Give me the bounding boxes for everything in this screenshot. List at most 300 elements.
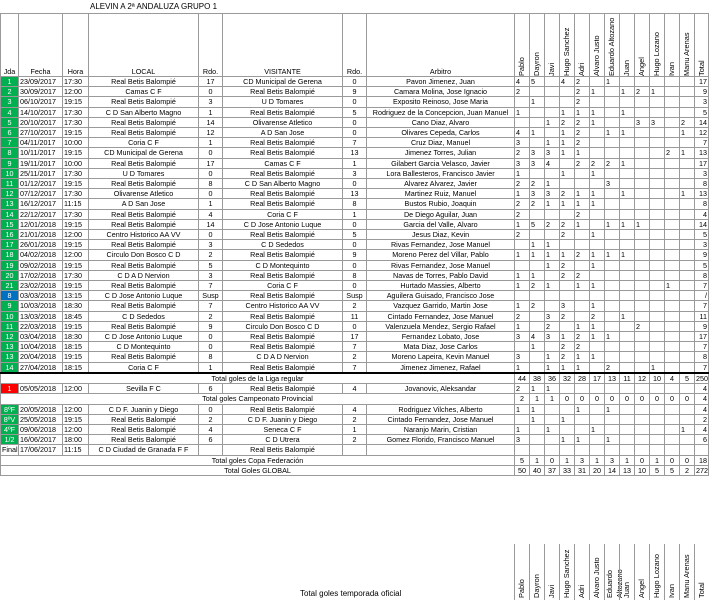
matchday-cell: 14	[1, 362, 19, 373]
player-goals-cell	[620, 342, 635, 352]
match-row	[1, 362, 709, 373]
player-goals-cell	[545, 435, 560, 445]
player-goals-cell	[650, 240, 665, 250]
away-score-cell: 4	[343, 384, 367, 394]
player-total-cell: 5	[680, 373, 695, 384]
footer-player: Alvaro Justo	[589, 544, 604, 600]
player-goals-cell: 1	[515, 189, 530, 199]
total-row	[1, 465, 709, 475]
player-total-cell: 1	[560, 455, 575, 465]
total-label: Total goles Copa Federación	[1, 455, 515, 465]
time-cell: 12:00	[63, 384, 89, 394]
player-goals-cell: 2	[560, 189, 575, 199]
referee-cell: Rivas Fernandez, Jose Manuel	[367, 240, 515, 250]
player-goals-cell	[605, 209, 620, 219]
time-cell: 19:15	[63, 352, 89, 362]
date-cell: 22/03/2018	[19, 321, 63, 331]
total-cell: 8	[695, 179, 709, 189]
player-total-cell: 28	[575, 373, 590, 384]
player-goals-cell: 1	[590, 332, 605, 342]
total-cell: 14	[695, 117, 709, 127]
player-total-cell: 33	[560, 465, 575, 475]
player-goals-cell: 3	[545, 189, 560, 199]
away-score-cell: 2	[343, 352, 367, 362]
away-team-cell: Real Betis Balompié	[223, 199, 343, 209]
match-row	[1, 179, 709, 189]
player-goals-cell	[665, 97, 680, 107]
total-label: Total goles Campeonato Provincial	[1, 394, 515, 404]
player-total-cell: 50	[515, 465, 530, 475]
total-cell	[695, 445, 709, 455]
referee-cell: Martinez Ruiz, Manuel	[367, 189, 515, 199]
player-goals-cell	[620, 230, 635, 240]
player-goals-cell	[620, 404, 635, 414]
total-cell: 8	[695, 199, 709, 209]
player-goals-cell	[560, 404, 575, 414]
player-goals-cell	[635, 301, 650, 311]
match-row	[1, 168, 709, 178]
away-score-cell: 0	[343, 219, 367, 229]
player-total-cell: 38	[530, 373, 545, 384]
player-goals-cell: 2	[635, 321, 650, 331]
away-score-cell: 2	[343, 414, 367, 424]
home-team-cell: C D Jose Antonio Luque	[89, 291, 199, 301]
player-goals-cell	[575, 240, 590, 250]
player-goals-cell: 1	[575, 219, 590, 229]
matchday-cell: 8	[1, 291, 19, 301]
player-goals-cell	[650, 352, 665, 362]
player-goals-cell: 4	[515, 128, 530, 138]
player-goals-cell	[650, 250, 665, 260]
date-cell: 25/11/2017	[19, 168, 63, 178]
away-team-cell: Real Betis Balompié	[223, 250, 343, 260]
player-goals-cell	[680, 342, 695, 352]
player-goals-cell: 2	[515, 311, 530, 321]
player-goals-cell: 1	[530, 342, 545, 352]
player-goals-cell	[650, 77, 665, 87]
time-cell: 12:00	[63, 230, 89, 240]
player-goals-cell	[665, 168, 680, 178]
home-team-cell: Real Betis Balompié	[89, 209, 199, 219]
away-team-cell: Coria C F	[223, 281, 343, 291]
away-team-cell: C D Sededos	[223, 240, 343, 250]
match-row	[1, 332, 709, 342]
away-score-cell: 0	[343, 260, 367, 270]
player-goals-cell: 1	[650, 362, 665, 373]
player-total-cell: 40	[530, 465, 545, 475]
away-team-cell: Real Betis Balompié	[223, 332, 343, 342]
home-team-cell: C D Jose Antonio Luque	[89, 332, 199, 342]
player-goals-cell: 2	[575, 332, 590, 342]
player-goals-cell	[650, 384, 665, 394]
player-goals-cell	[620, 281, 635, 291]
matchday-cell: 10	[1, 168, 19, 178]
grand-total-cell: 4	[695, 394, 709, 404]
time-cell: 19:15	[63, 179, 89, 189]
home-team-cell: C D Montequinto	[89, 342, 199, 352]
date-cell: 05/05/2018	[19, 384, 63, 394]
player-goals-cell	[590, 97, 605, 107]
away-score-cell: 9	[343, 87, 367, 97]
home-team-cell: Circulo Don Bosco C D	[89, 250, 199, 260]
player-goals-cell	[620, 240, 635, 250]
player-goals-cell	[590, 291, 605, 301]
player-goals-cell: 1	[545, 199, 560, 209]
player-total-cell: 1	[620, 455, 635, 465]
home-score-cell: 14	[199, 117, 223, 127]
time-cell: 10:00	[63, 138, 89, 148]
player-goals-cell: 2	[575, 138, 590, 148]
away-team-cell: Real Betis Balompié	[223, 270, 343, 280]
player-goals-cell	[635, 138, 650, 148]
player-goals-cell	[620, 138, 635, 148]
player-goals-cell: 1	[560, 435, 575, 445]
player-goals-cell	[665, 250, 680, 260]
player-goals-cell: 1	[680, 424, 695, 434]
player-goals-cell	[515, 240, 530, 250]
player-goals-cell	[620, 384, 635, 394]
player-goals-cell	[665, 189, 680, 199]
total-cell: 14	[695, 219, 709, 229]
player-goals-cell	[590, 414, 605, 424]
referee-cell: Jovanovic, Aleksandar	[367, 384, 515, 394]
player-total-cell: 0	[575, 394, 590, 404]
total-cell: 7	[695, 281, 709, 291]
date-cell: 25/05/2018	[19, 414, 63, 424]
player-goals-cell	[575, 260, 590, 270]
home-team-cell: Sevilla F C	[89, 384, 199, 394]
player-goals-cell	[635, 107, 650, 117]
player-total-cell: 13	[605, 373, 620, 384]
player-goals-cell	[650, 179, 665, 189]
player-goals-cell	[635, 445, 650, 455]
total-cell: 2	[695, 414, 709, 424]
player-goals-cell	[665, 199, 680, 209]
home-team-cell: C D F. Juanin y Diego	[89, 404, 199, 414]
player-goals-cell: 1	[590, 230, 605, 240]
player-goals-cell: 1	[545, 179, 560, 189]
player-goals-cell: 1	[590, 107, 605, 117]
player-goals-cell	[635, 230, 650, 240]
header-player: Eduardo Altozano	[605, 14, 620, 77]
referee-cell: Cintado Fernandez, Jose Manuel	[367, 414, 515, 424]
player-goals-cell	[635, 404, 650, 414]
date-cell: 10/11/2017	[19, 148, 63, 158]
player-goals-cell: 1	[590, 352, 605, 362]
player-total-cell: 20	[590, 465, 605, 475]
player-goals-cell: 3	[530, 189, 545, 199]
total-cell: 4	[695, 209, 709, 219]
match-row	[1, 352, 709, 362]
player-goals-cell: 1	[620, 128, 635, 138]
player-goals-cell	[590, 342, 605, 352]
player-goals-cell	[605, 107, 620, 117]
player-goals-cell	[665, 230, 680, 240]
player-goals-cell	[650, 301, 665, 311]
player-goals-cell	[665, 87, 680, 97]
away-score-cell: 0	[343, 97, 367, 107]
player-goals-cell	[590, 445, 605, 455]
player-goals-cell	[560, 97, 575, 107]
referee-cell: Moreno Perez del Villar, Pablo	[367, 250, 515, 260]
date-cell: 17/02/2018	[19, 270, 63, 280]
player-goals-cell: 1	[590, 424, 605, 434]
time-cell: 11:15	[63, 199, 89, 209]
player-goals-cell	[635, 209, 650, 219]
home-score-cell: 0	[199, 230, 223, 240]
matchday-cell: 2	[1, 87, 19, 97]
time-cell: 10:00	[63, 158, 89, 168]
player-goals-cell	[560, 209, 575, 219]
total-cell: 17	[695, 332, 709, 342]
player-goals-cell: 1	[650, 87, 665, 97]
away-team-cell: C D San Alberto Magno	[223, 179, 343, 189]
player-goals-cell	[515, 291, 530, 301]
home-team-cell: Real Betis Balompié	[89, 281, 199, 291]
home-score-cell: 0	[199, 87, 223, 97]
player-total-cell: 36	[545, 373, 560, 384]
player-goals-cell	[680, 219, 695, 229]
time-cell: 13:15	[63, 291, 89, 301]
player-goals-cell: 1	[665, 281, 680, 291]
home-team-cell: Coria C F	[89, 138, 199, 148]
home-score-cell: 14	[199, 219, 223, 229]
player-total-cell: 31	[575, 465, 590, 475]
player-goals-cell	[575, 445, 590, 455]
player-goals-cell: 1	[560, 138, 575, 148]
footer-player: Hugo Sanchez	[559, 544, 574, 600]
matchday-cell: 17	[1, 240, 19, 250]
player-goals-cell	[635, 97, 650, 107]
header-player: Alvaro Justo	[590, 14, 605, 77]
away-team-cell: C D F. Juanin y Diego	[223, 414, 343, 424]
matchday-cell: 12	[1, 189, 19, 199]
home-score-cell: 1	[199, 107, 223, 117]
referee-cell: Jesus Diaz, Kevin	[367, 230, 515, 240]
player-total-cell: 0	[665, 394, 680, 404]
date-cell: 14/10/2017	[19, 107, 63, 117]
match-row	[1, 321, 709, 331]
footer-player: Eduardo Altozano	[604, 544, 619, 600]
player-total-cell: 1	[590, 455, 605, 465]
player-goals-cell: 1	[575, 107, 590, 117]
player-goals-cell: 1	[575, 281, 590, 291]
player-total-cell: 14	[605, 465, 620, 475]
player-goals-cell: 2	[545, 321, 560, 331]
player-goals-cell	[560, 424, 575, 434]
referee-cell: Gomez Florido, Francisco Manuel	[367, 435, 515, 445]
matchday-cell: 9	[1, 158, 19, 168]
home-team-cell: Real Betis Balompié	[89, 128, 199, 138]
matchday-cell: 1/2	[1, 435, 19, 445]
player-goals-cell: 1	[515, 362, 530, 373]
match-row	[1, 128, 709, 138]
player-goals-cell	[530, 87, 545, 97]
player-goals-cell	[680, 158, 695, 168]
player-goals-cell	[620, 445, 635, 455]
home-score-cell: 0	[199, 404, 223, 414]
time-cell: 18:30	[63, 332, 89, 342]
player-goals-cell	[545, 128, 560, 138]
away-score-cell: 13	[343, 189, 367, 199]
player-goals-cell	[635, 189, 650, 199]
total-cell: 13	[695, 148, 709, 158]
footer-player: Dayron	[529, 544, 544, 600]
player-goals-cell	[650, 189, 665, 199]
player-goals-cell	[545, 209, 560, 219]
player-total-cell: 10	[635, 465, 650, 475]
referee-cell: Cruz Diaz, Manuel	[367, 138, 515, 148]
player-goals-cell: 2	[515, 209, 530, 219]
player-goals-cell	[680, 87, 695, 97]
match-row	[1, 107, 709, 117]
player-goals-cell	[560, 445, 575, 455]
player-goals-cell: 2	[665, 148, 680, 158]
player-goals-cell	[665, 240, 680, 250]
player-goals-cell	[680, 179, 695, 189]
matchday-cell: 18	[1, 250, 19, 260]
player-goals-cell	[680, 384, 695, 394]
referee-cell: Rodriguez Vilches, Alberto	[367, 404, 515, 414]
away-score-cell: 8	[343, 270, 367, 280]
match-row	[1, 87, 709, 97]
player-goals-cell	[605, 301, 620, 311]
time-cell: 17:30	[63, 209, 89, 219]
matchday-cell: 6	[1, 128, 19, 138]
away-team-cell: A D San Jose	[223, 128, 343, 138]
referee-cell: Aguilera Guisado, Francisco Jose	[367, 291, 515, 301]
header-arbitro: Arbitro	[367, 14, 515, 77]
date-cell: 13/03/2018	[19, 311, 63, 321]
player-goals-cell	[680, 138, 695, 148]
header-player: Dayron	[530, 14, 545, 77]
time-cell: 12:00	[63, 87, 89, 97]
player-goals-cell	[560, 321, 575, 331]
player-goals-cell: 1	[605, 435, 620, 445]
total-cell: 4	[695, 384, 709, 394]
player-total-cell: 44	[515, 373, 530, 384]
matchday-cell: 13	[1, 342, 19, 352]
player-goals-cell	[650, 321, 665, 331]
match-row	[1, 189, 709, 199]
player-goals-cell	[560, 281, 575, 291]
player-goals-cell	[620, 148, 635, 158]
player-goals-cell	[605, 240, 620, 250]
home-score-cell: 12	[199, 128, 223, 138]
away-team-cell: C D Montequinto	[223, 260, 343, 270]
player-total-cell: 0	[545, 455, 560, 465]
player-goals-cell	[635, 291, 650, 301]
player-goals-cell	[665, 435, 680, 445]
player-goals-cell: 1	[575, 189, 590, 199]
player-goals-cell	[650, 445, 665, 455]
time-cell: 17:30	[63, 107, 89, 117]
player-goals-cell	[635, 179, 650, 189]
matchday-cell: 8	[1, 148, 19, 158]
player-goals-cell: 3	[605, 179, 620, 189]
player-goals-cell: 2	[560, 352, 575, 362]
away-score-cell: 7	[343, 342, 367, 352]
matchday-cell: 15	[1, 219, 19, 229]
home-team-cell: A D San Jose	[89, 199, 199, 209]
player-total-cell: 0	[620, 394, 635, 404]
home-team-cell: Coria C F	[89, 362, 199, 373]
player-goals-cell	[665, 219, 680, 229]
time-cell: 17:30	[63, 270, 89, 280]
time-cell: 19:15	[63, 260, 89, 270]
match-row	[1, 281, 709, 291]
footer-player: Ivan	[664, 544, 679, 600]
player-goals-cell	[650, 424, 665, 434]
player-goals-cell	[635, 260, 650, 270]
player-goals-cell: 1	[605, 250, 620, 260]
home-team-cell: Real Betis Balompié	[89, 117, 199, 127]
time-cell: 19:15	[63, 97, 89, 107]
player-goals-cell	[635, 332, 650, 342]
player-goals-cell	[665, 404, 680, 414]
player-goals-cell	[635, 168, 650, 178]
match-row	[1, 250, 709, 260]
time-cell: 11:15	[63, 445, 89, 455]
player-goals-cell: 1	[605, 332, 620, 342]
player-goals-cell	[605, 97, 620, 107]
player-goals-cell: 1	[620, 250, 635, 260]
player-total-cell: 10	[650, 373, 665, 384]
player-goals-cell: 1	[635, 219, 650, 229]
matchday-cell: 14	[1, 209, 19, 219]
player-goals-cell	[605, 321, 620, 331]
player-goals-cell	[545, 107, 560, 117]
player-goals-cell: 1	[605, 404, 620, 414]
away-team-cell: C D Jose Antonio Luque	[223, 219, 343, 229]
player-goals-cell	[605, 148, 620, 158]
home-score-cell: 2	[199, 414, 223, 424]
player-goals-cell: 2	[575, 128, 590, 138]
player-goals-cell: 1	[515, 281, 530, 291]
footer-player: Javi	[544, 544, 559, 600]
home-team-cell: Real Betis Balompié	[89, 424, 199, 434]
player-goals-cell	[515, 97, 530, 107]
player-goals-cell	[605, 87, 620, 97]
player-goals-cell	[680, 321, 695, 331]
referee-cell: Navas de Torres, Pablo David	[367, 270, 515, 280]
grand-total-cell: 272	[696, 465, 708, 475]
player-goals-cell	[605, 342, 620, 352]
match-row	[1, 240, 709, 250]
player-goals-cell: 1	[590, 168, 605, 178]
header-rdo-local: Rdo.	[199, 14, 223, 77]
date-cell: 26/01/2018	[19, 240, 63, 250]
total-cell: 9	[695, 250, 709, 260]
player-goals-cell: 2	[530, 301, 545, 311]
player-goals-cell	[680, 362, 695, 373]
player-goals-cell: 1	[605, 128, 620, 138]
total-label: Total Goles GLOBAL	[1, 465, 515, 475]
away-team-cell: Olivarense Atletico	[223, 117, 343, 127]
player-goals-cell: 1	[620, 219, 635, 229]
player-goals-cell	[635, 342, 650, 352]
player-goals-cell: 1	[545, 138, 560, 148]
player-total-cell: 11	[620, 373, 635, 384]
player-goals-cell	[680, 445, 695, 455]
player-goals-cell	[650, 97, 665, 107]
matchday-cell: 1	[1, 384, 19, 394]
home-score-cell: 0	[199, 148, 223, 158]
player-goals-cell	[650, 332, 665, 342]
referee-cell: Fernandez Lobato, Jose	[367, 332, 515, 342]
player-goals-cell: 2	[560, 230, 575, 240]
total-cell: 17	[695, 158, 709, 168]
